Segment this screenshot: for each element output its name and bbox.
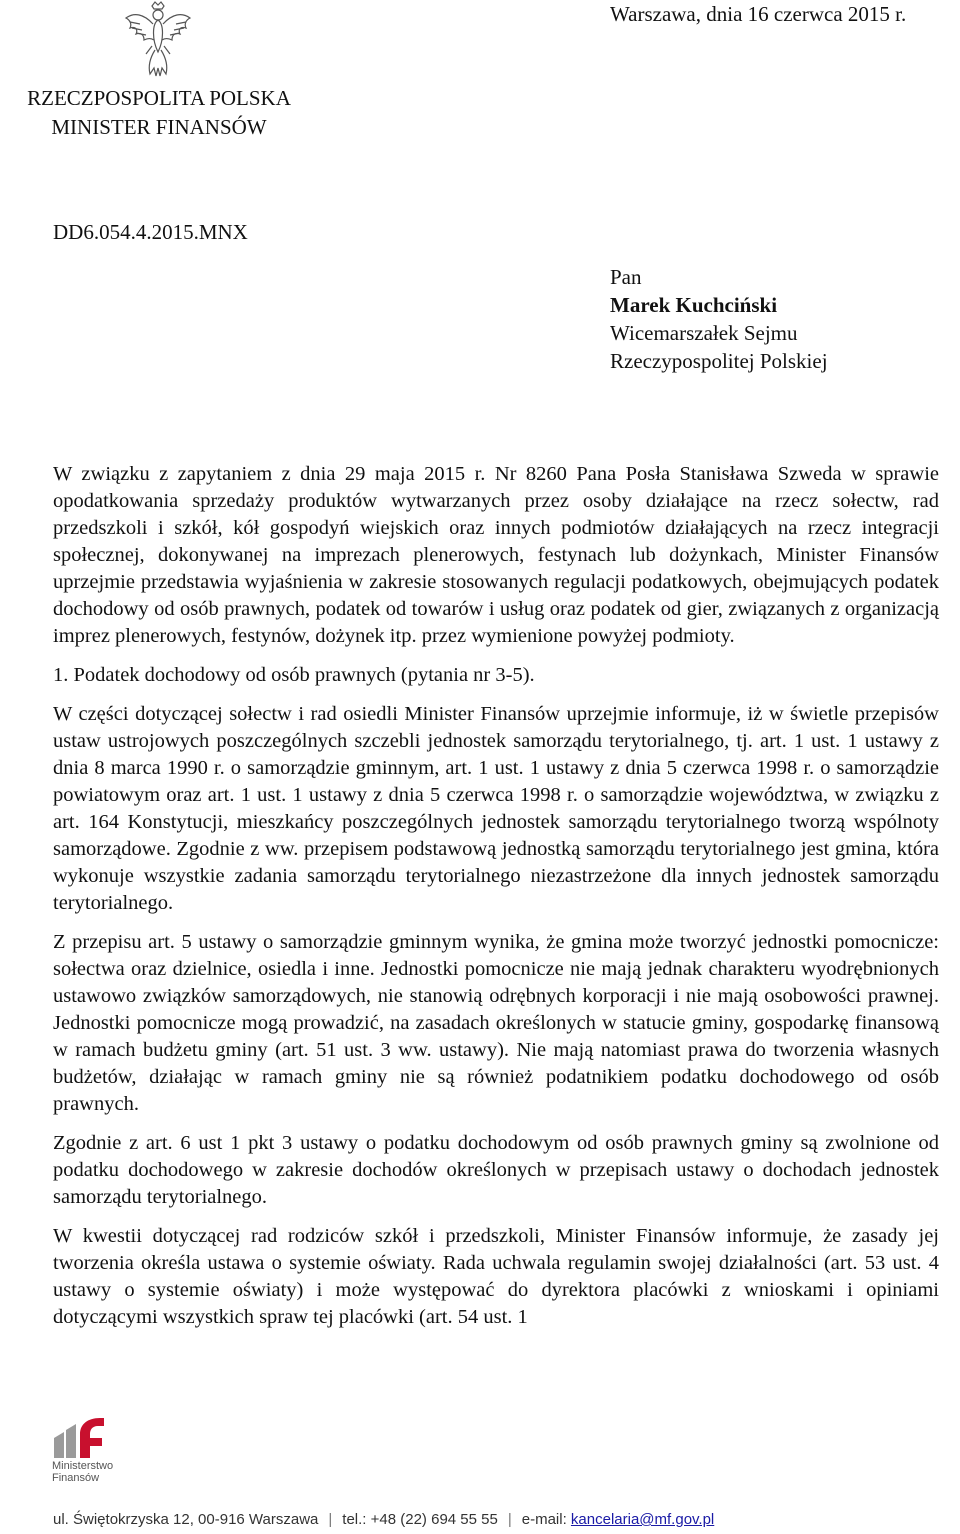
recipient-salutation: Pan <box>610 265 642 289</box>
issuer-office: MINISTER FINANSÓW <box>51 115 267 139</box>
recipient-name: Marek Kuchciński <box>610 293 778 317</box>
footer-email-label: e-mail: <box>521 1511 571 1528</box>
issuer-country: RZECZPOSPOLITA POLSKA <box>27 86 291 110</box>
paragraph: W kwestii dotyczącej rad rodziców szkół i przedszkoli, Minister Finansów informuje, że zasady jej tworzenia określa ustawa o systemie oświaty. Rada uchwala regulamin swojej działalności (art. 53 ust. 4 ustawy o systemie oświaty) i może występować do dyrektora placówki z wnioskami i opiniami dotyczącymi wszystkich spraw tej placówki (art. 54 ust. 1 <box>53 1225 939 1328</box>
reference-number: DD6.054.4.2015.MNX <box>53 220 248 244</box>
paragraph-intro: W związku z zapytaniem z dnia 29 maja 2015 r. Nr 8260 Pana Posła Stanisława Szweda w sprawie opodatkowania sprzedaży produktów wytwarzanych przez osoby działające na rzecz sołectw, rad przedszkoli i szkół, kół gospodyń wiejskich oraz innych podmiotów działających na rzecz integracji społecznej, dokonywanej na imprezach plenerowych, festynach lub dożynkach, Minister Finansów uprzejmie przedstawia wyjaśnienia w zakresie stosowanych regulacji podatkowych, obejmujących podatek dochodowy od osób prawnych, podatek od towarów i usług oraz podatek od gier, związanych z organizacją imprez plenerowych, festynów, dożynek itp. przez wymienione powyżej podmioty. <box>53 463 939 647</box>
recipient-title-cont: Rzeczypospolitej Polskiej <box>610 349 828 373</box>
footer-email-link[interactable]: kancelaria@mf.gov.pl <box>570 1511 715 1528</box>
document-date: Warszawa, dnia 16 czerwca 2015 r. <box>610 2 907 26</box>
section-heading: 1. Podatek dochodowy od osób prawnych (pytania nr 3-5). <box>53 664 535 686</box>
footer-contact: ul. Świętokrzyska 12, 00-916 Warszawa | tel.: +48 (22) 694 55 55 | e-mail: kancelaria@mf.gov.pl <box>53 1511 715 1528</box>
footer-address: ul. Świętokrzyska 12, 00-916 Warszawa <box>53 1511 319 1528</box>
paragraph: W części dotyczącej sołectw i rad osiedli Minister Finansów uprzejmie informuje, iż w świetle przepisów ustaw ustrojowych poszczególnych szczebli jednostek samorządu terytorialnego, tj. art. 1 ust. 1 ustawy z dnia 8 marca 1990 r. o samorządzie gminnym, art. 1 ust. 1 ustawy z dnia 5 czerwca 1998 r. o samorządzie powiatowym oraz art. 1 ust. 1 ustawy z dnia 5 czerwca 1998 r. o samorządzie województwa, w związku z art. 164 Konstytucji, mieszkańcy poszczególnych jednostek samorządu terytorialnego tworzą wspólnoty samorządowe. Zgodnie z ww. przepisem podstawową jednostką samorządu terytorialnego jest gmina, która wykonuje wszystkie zadania samorządu terytorialnego niezastrzeżone dla innych jednostek samorządu terytorialnego. <box>53 703 939 914</box>
ministry-logo-text: Ministerstwo Finansów <box>52 1460 114 1484</box>
paragraph: Z przepisu art. 5 ustawy o samorządzie gminnym wynika, że gmina może tworzyć jednostki pomocnicze: sołectwa oraz dzielnice, osiedla i inne. Jednostki pomocnicze nie mają jednak charakteru wyodrębnionych ustawowo związków samorządowych, nie stanowią odrębnych korporacji i nie mają osobowości prawnej. Jednostki pomocnicze mogą prowadzić, na zasadach określonych w statucie gminy, gospodarkę finansową w ramach budżetu gminy (art. 51 ust. 3 ww. ustawy). Nie mają natomiast prawa do tworzenia własnych budżetów, działając w ramach gminy nie są również podatnikiem podatku dochodowego od osób prawnych. <box>53 931 939 1115</box>
eagle-emblem-icon <box>122 0 194 78</box>
recipient-block <box>610 263 828 375</box>
footer-phone: tel.: +48 (22) 694 55 55 <box>342 1511 498 1528</box>
letter-body <box>53 461 939 1343</box>
issuer-block <box>0 84 318 142</box>
paragraph: Zgodnie z art. 6 ust 1 pkt 3 ustawy o podatku dochodowym od osób prawnych gminy są zwolnione od podatku dochodowego w zakresie dochodów określonych w przepisach ustawy o dochodach jednostek samorządu terytorialnego. <box>53 1132 939 1208</box>
recipient-title: Wicemarszałek Sejmu <box>610 321 798 345</box>
